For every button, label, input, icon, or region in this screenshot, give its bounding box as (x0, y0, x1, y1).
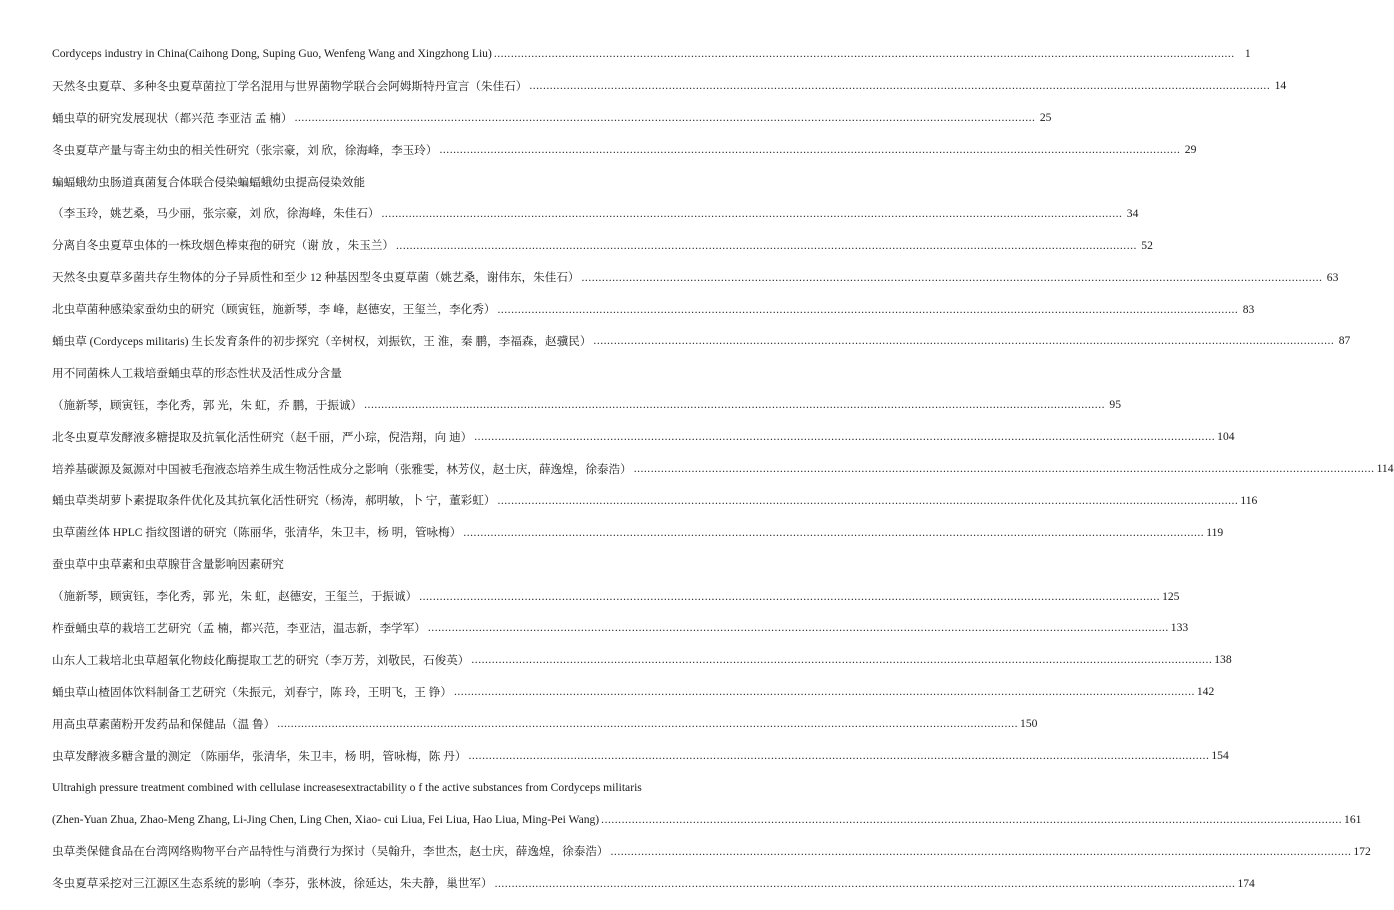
toc-entry (52, 357, 742, 389)
toc-entry (52, 70, 1287, 102)
toc-entry-title: 虫草菌丝体 HPLC 指纹图谱的研究（陈丽华，张清华，朱卫丰，杨 明，管咏梅） (52, 526, 462, 540)
dot-leader (428, 621, 1169, 634)
toc-entry-title: 分离自冬虫夏草虫体的一株玫烟色棒束孢的研究（谢 放 ，朱玉兰） (52, 239, 395, 253)
toc-entry-page-number: 142 (1196, 685, 1215, 699)
dot-leader (582, 271, 1323, 284)
toc-entry-page-number: 174 (1237, 876, 1255, 890)
dot-leader (419, 590, 1160, 603)
toc-entry-title: 虫草类保健食品在台湾网络购物平台产品特性与消费行为探讨（吴翰升，李世杰，赵士庆，薛逸煌，徐泰浩） (52, 845, 609, 859)
dot-leader (364, 398, 1105, 411)
table-of-contents (52, 38, 1394, 899)
toc-entry-page-number: 52 (1141, 238, 1153, 252)
dot-leader (529, 79, 1270, 92)
toc-entry (52, 516, 1224, 548)
toc-entry-title: 北冬虫夏草发酵液多糖提取及抗氧化活性研究（赵千丽，严小琮，倪浩翔，向 迪） (52, 430, 473, 444)
toc-entry (52, 740, 1229, 772)
dot-leader (295, 111, 1036, 124)
toc-entry-page-number: 29 (1184, 143, 1197, 157)
toc-entry (52, 134, 1197, 166)
toc-entry (52, 580, 1180, 612)
toc-entry-title: 山东人工栽培北虫草超氧化物歧化酶提取工艺的研究（李万芳，刘敬民，石俊英） (52, 653, 470, 667)
toc-entry-title: 蚕虫草中虫草素和虫草腺苷含量影响因素研究 (52, 558, 284, 572)
toc-entry (52, 644, 1232, 676)
toc-entry-title: (Zhen-Yuan Zhua, Zhao-Meng Zhang, Li-Jing Chen, Ling Chen, Xiao- cui Liua, Fei Liua, Hao Liua, Ming-Pei Wang) (52, 812, 600, 826)
toc-entry (52, 771, 742, 803)
toc-entry-title: 蛹虫草 (Cordyceps militaris) 生长发育条件的初步探究（辛树权，刘振钦，王 淮，秦 鹏，李福森，赵骥民） (52, 334, 592, 348)
toc-entry-title: 冬虫夏草产量与寄主幼虫的相关性研究（张宗豪，刘 欣，徐海峰，李玉玲） (52, 143, 438, 157)
toc-entry-title: 北虫草菌种感染家蚕幼虫的研究（顾寅钰，施新琴，李 峰，赵德安，王玺兰，李化秀） (52, 303, 496, 317)
toc-entry-page-number: 119 (1206, 525, 1224, 539)
toc-entry-page-number: 125 (1162, 589, 1180, 603)
toc-entry-page-number: 161 (1344, 812, 1362, 826)
toc-entry-page-number: 34 (1126, 206, 1139, 220)
toc-entry-title: 用高虫草素菌粉开发药品和保健品（温 鲁） (52, 717, 276, 731)
dot-leader (277, 717, 1018, 730)
toc-entry-title: （施新琴，顾寅钰，李化秀，郭 光，朱 虹，乔 鹏，于振诚） (52, 398, 363, 412)
toc-entry-page-number: 116 (1240, 493, 1258, 507)
toc-entry-title: 培养基碳源及氮源对中国被毛孢液态培养生成生物活性成分之影响（张雅雯，林芳仪，赵士庆，薛逸煌，徐泰浩） (52, 462, 632, 476)
toc-entry-page-number: 1 (1244, 47, 1251, 61)
toc-entry-page-number: 95 (1109, 398, 1121, 412)
toc-entry (52, 293, 1255, 325)
toc-entry (52, 166, 742, 198)
dot-leader (396, 239, 1137, 252)
toc-entry-page-number: 14 (1274, 79, 1287, 93)
dot-leader (468, 749, 1209, 762)
dot-leader (601, 813, 1342, 826)
toc-entry-title: （李玉玲，姚艺桑，马少丽，张宗豪，刘 欣，徐海峰，朱佳石） (52, 207, 380, 221)
dot-leader (474, 430, 1215, 443)
toc-entry-title: 蛹虫草类胡萝卜素提取条件优化及其抗氧化活性研究（杨涛，郝明敏，卜 宁，董彩虹） (52, 494, 496, 508)
dot-leader (611, 845, 1352, 858)
toc-entry-title: 冬虫夏草采挖对三江源区生态系统的影响（李芬，张林波，徐延达，朱夫静，巢世军） (52, 877, 493, 891)
toc-entry (52, 676, 1215, 708)
toc-entry (52, 708, 1038, 740)
toc-entry-title: （施新琴，顾寅钰，李化秀，郭 光，朱 虹，赵德安，王玺兰，于振诚） (52, 590, 418, 604)
dot-leader (471, 653, 1212, 666)
toc-entry (52, 453, 1394, 485)
dot-leader (454, 685, 1195, 698)
toc-entry-title: Ultrahigh pressure treatment combined with cellulase increasesextractability o f the active substances from Cordyceps militaris (52, 780, 642, 794)
toc-entry (52, 38, 1251, 70)
toc-entry-title: 用不同菌株人工栽培蚕蛹虫草的形态性状及活性成分含量 (52, 366, 342, 380)
toc-entry (52, 421, 1235, 453)
toc-entry (52, 325, 1351, 357)
toc-entry (52, 803, 1362, 835)
toc-entry (52, 261, 1339, 293)
toc-entry-page-number: 87 (1338, 334, 1351, 348)
dot-leader (382, 207, 1123, 220)
toc-entry-title: 虫草发酵液多糖含量的测定 （陈丽华，张清华，朱卫丰，杨 明，管咏梅，陈 丹） (52, 749, 467, 763)
dot-leader (497, 303, 1238, 316)
toc-entry-title: 天然冬虫夏草多菌共存生物体的分子异质性和至少 12 种基因型冬虫夏草菌（姚艺桑，谢伟东，朱佳石） (52, 271, 580, 285)
toc-entry (52, 867, 1255, 899)
toc-entry-page-number: 138 (1214, 653, 1232, 667)
toc-entry-title: 蛹虫草山楂固体饮料制备工艺研究（朱振元，刘春宁，陈 玲，王明飞，王 铮） (52, 685, 452, 699)
toc-entry-page-number: 25 (1039, 111, 1052, 125)
toc-entry (52, 389, 1121, 421)
toc-entry-page-number: 133 (1170, 621, 1189, 635)
dot-leader (497, 494, 1238, 507)
toc-entry-page-number: 114 (1376, 462, 1394, 476)
toc-entry-title: 蝙蝠蛾幼虫肠道真菌复合体联合侵染蝙蝠蛾幼虫提高侵染效能 (52, 175, 366, 189)
dot-leader (593, 334, 1334, 347)
dot-leader (495, 877, 1236, 890)
toc-entry (52, 548, 742, 580)
toc-entry-page-number: 63 (1326, 270, 1339, 284)
dot-leader (440, 143, 1181, 156)
toc-entry-title: Cordyceps industry in China(Caihong Dong, Suping Guo, Wenfeng Wang and Xingzhong Liu) (52, 47, 492, 61)
toc-entry-page-number: 154 (1211, 749, 1229, 763)
toc-entry (52, 102, 1052, 134)
dot-leader (463, 526, 1204, 539)
toc-entry-title: 柞蚕蛹虫草的栽培工艺研究（孟 楠，都兴范，李亚洁，温志新，李学军） (52, 621, 426, 635)
toc-entry (52, 835, 1371, 867)
toc-entry-page-number: 83 (1242, 302, 1255, 316)
toc-entry-title: 蛹虫草的研究发展现状（都兴范 李亚洁 孟 楠） (52, 111, 293, 125)
toc-entry-page-number: 150 (1020, 717, 1038, 731)
toc-entry (52, 612, 1189, 644)
toc-entry-page-number: 104 (1217, 430, 1235, 444)
toc-entry (52, 197, 1139, 229)
toc-entry-page-number: 172 (1353, 844, 1371, 858)
toc-entry-title: 天然冬虫夏草、多种冬虫夏草菌拉丁学名混用与世界菌物学联合会阿姆斯特丹宣言（朱佳石） (52, 79, 528, 93)
toc-entry (52, 484, 1258, 516)
dot-leader (494, 47, 1235, 60)
toc-entry (52, 229, 1153, 261)
dot-leader (634, 462, 1375, 475)
